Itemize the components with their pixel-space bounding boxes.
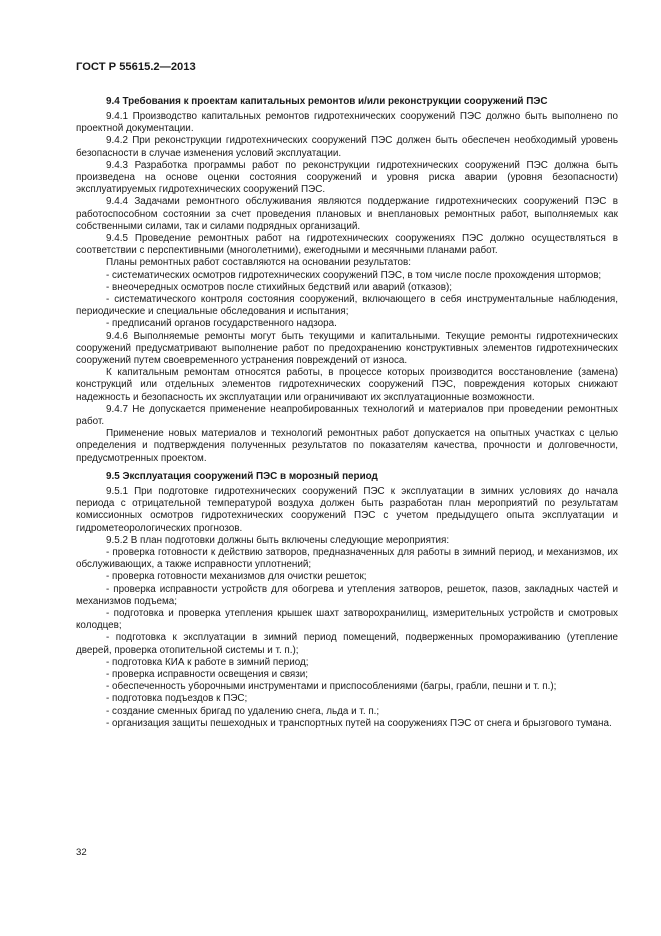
list-item: - обеспеченность уборочными инструментами и приспособлениями (багры, грабли, пешни и т. п.); xyxy=(106,681,557,693)
list-item: - систематического контроля состояния сооружений, включающего в себя инструментальные наблюдения, периодические и специальные обследования и испытания; xyxy=(76,294,618,318)
list-item: - подготовка к эксплуатации в зимний период помещений, подверженных промораживанию (утепление дверей, проверка отопительной системы и т. п.); xyxy=(76,632,618,656)
paragraph: 9.4.4 Задачами ремонтного обслуживания являются поддержание гидротехнических сооружений ПЭС в работоспособном состоянии за счет проведения плановых и внеплановых ремонтных работ, выполняемых как собственными силами, так и силами подрядных организаций. xyxy=(76,196,618,232)
section-title-9-5: 9.5 Эксплуатация сооружений ПЭС в морозный период xyxy=(106,470,378,482)
paragraph: 9.4.3 Разработка программы работ по реконструкции гидротехнических сооружений ПЭС должна быть произведена на основе оценки состояния сооружений и уровня риска аварии (уровня безопасности) эксплуатируемых гидротехнических сооружений ПЭС. xyxy=(76,159,618,196)
paragraph: 9.4.6 Выполняемые ремонты могут быть текущими и капитальными. Текущие ремонты гидротехнических сооружений предусматривают выполнение работ по предохранению конструктивных элементов гидротехнических сооружений путем своевременного устранения повреждений от износа. xyxy=(76,330,618,367)
section-body-9-4 xyxy=(76,111,618,465)
paragraph: К капитальным ремонтам относятся работы, в процессе которых производится восстановление (замена) конструкций или отдельных элементов гидротехнических сооружений ПЭС, повреждения которых снижают надежность и безопасность их эксплуатации или ограничивают их эксплуатационные возможности. xyxy=(76,367,618,403)
paragraph: 9.4.5 Проведение ремонтных работ на гидротехнических сооружениях ПЭС должно осуществляться в соответствии с перспективными (многолетними), ежегодными и месячными планами работ. xyxy=(76,233,618,257)
document-page xyxy=(76,60,618,730)
list-item: - внеочередных осмотров после стихийных бедствий или аварий (отказов); xyxy=(106,281,453,293)
paragraph: 9.5.1 При подготовке гидротехнических сооружений ПЭС к эксплуатации в зимних условиях до начала периода с отрицательной температурой воздуха должен быть разработан план мероприятий по результатам комиссионных осмотров гидротехнических сооружений ПЭС с учетом предыдущего опыта эксплуатации и гидрометеорологических прогнозов. xyxy=(76,485,618,534)
paragraph: 9.4.7 Не допускается применение неапробированных технологий и материалов при проведении ремонтных работ. xyxy=(76,403,618,428)
list-item: - создание сменных бригад по удалению снега, льда и т. п.; xyxy=(106,705,380,717)
list-item: - проверка исправности устройств для обогрева и утепления затворов, решеток, пазов, закладных частей и механизмов подъема; xyxy=(76,583,618,607)
paragraph: 9.4.2 При реконструкции гидротехнических сооружений ПЭС должен быть обеспечен необходимый уровень безопасности в случае изменения условий эксплуатации. xyxy=(76,135,618,159)
list-item: - проверка готовности механизмов для очистки решеток; xyxy=(106,571,367,583)
list-item: - систематических осмотров гидротехнических сооружений ПЭС, в том числе после прохождения штормов; xyxy=(106,269,602,281)
list-item: - организация защиты пешеходных и транспортных путей на сооружениях ПЭС от снега и брызгового тумана. xyxy=(106,717,612,729)
document-header: ГОСТ Р 55615.2—2013 xyxy=(76,61,196,73)
list-item: - подготовка и проверка утепления крышек шахт затворохранилищ, измерительных устройств и смотровых колодцев; xyxy=(76,607,618,632)
section-body-9-5 xyxy=(76,486,618,730)
section-title-9-4: 9.4 Требования к проектам капитальных ремонтов и/или реконструкции сооружений ПЭС xyxy=(106,96,548,107)
page-number: 32 xyxy=(76,847,87,858)
list-item: - проверка исправности освещения и связи; xyxy=(106,668,309,680)
paragraph: Планы ремонтных работ составляются на основании результатов: xyxy=(106,257,411,269)
paragraph: Применение новых материалов и технологий ремонтных работ допускается на опытных участках с целью определения и подтверждения полученных результатов по показателям качества, прочности и долговечности, предусмотренных проектом. xyxy=(76,428,618,464)
list-item: - подготовка подъездов к ПЭС; xyxy=(106,693,248,705)
list-item: - проверка готовности к действию затворов, предназначенных для работы в зимний период, и механизмов, их обслуживающих, а также исправности уплотнений; xyxy=(76,546,618,571)
list-item: - предписаний органов государственного надзора. xyxy=(106,318,337,330)
paragraph: 9.4.1 Производство капитальных ремонтов гидротехнических сооружений ПЭС должно быть выполнено по проектной документации. xyxy=(76,111,618,135)
paragraph: 9.5.2 В план подготовки должны быть включены следующие мероприятия: xyxy=(106,534,450,546)
list-item: - подготовка КИА к работе в зимний период; xyxy=(106,656,309,668)
